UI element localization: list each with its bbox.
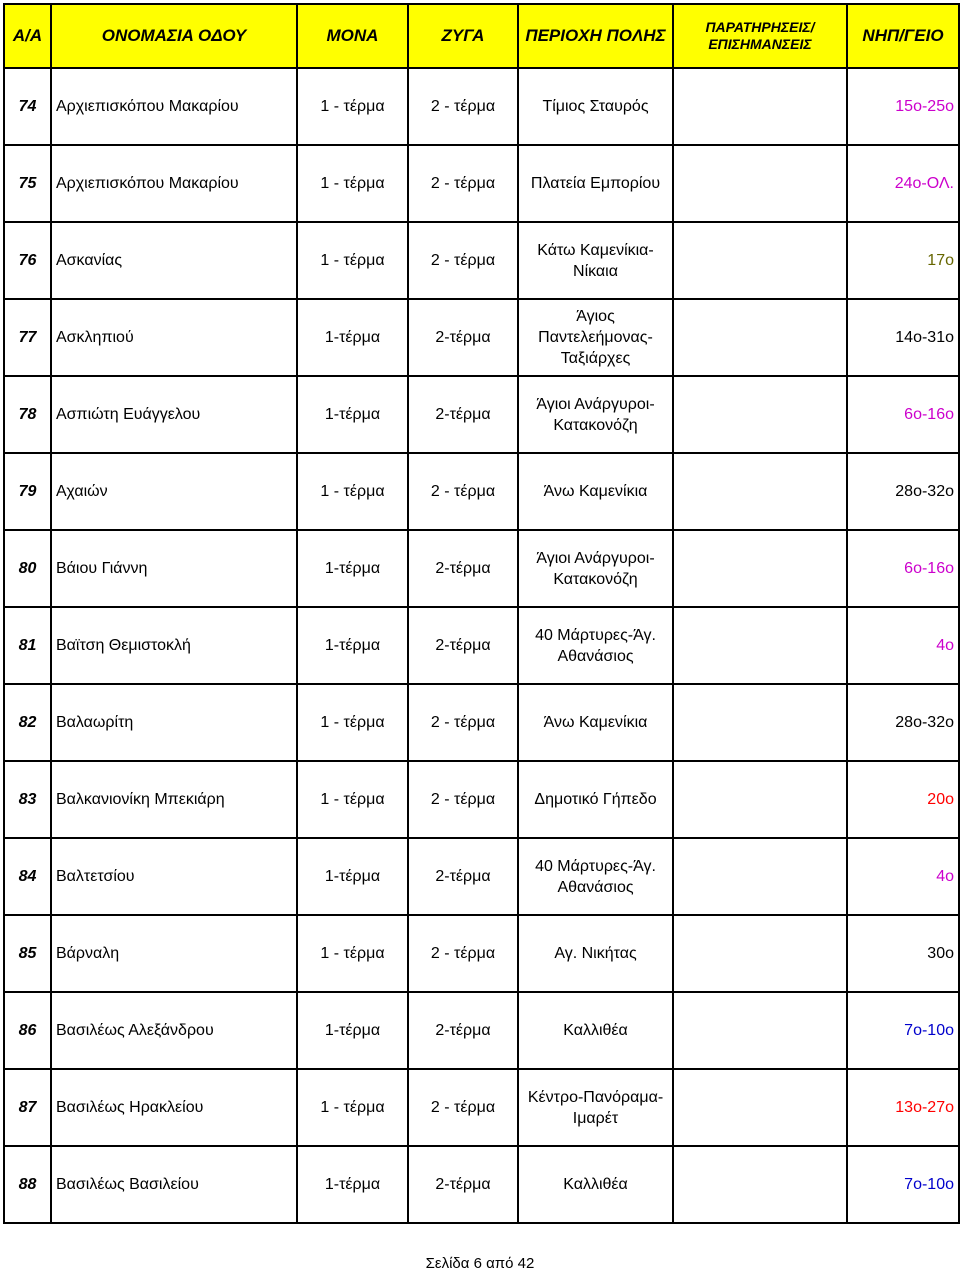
city-area-line: Κατακονόζη bbox=[553, 416, 638, 434]
city-area-line: Καλλιθέα bbox=[563, 1022, 628, 1039]
city-area-line: Καλλιθέα bbox=[563, 1176, 628, 1193]
city-area bbox=[518, 530, 673, 607]
notes-cell bbox=[673, 530, 847, 607]
city-area-line: Αθανάσιος bbox=[557, 878, 634, 896]
kindergarten-zone: 7ο-10ο bbox=[847, 992, 959, 1069]
kindergarten-zone: 30ο bbox=[847, 915, 959, 992]
city-area bbox=[518, 299, 673, 376]
row-number: 77 bbox=[4, 299, 51, 376]
even-range: 2-τέρμα bbox=[408, 376, 518, 453]
even-range: 2 - τέρμα bbox=[408, 222, 518, 299]
row-number: 83 bbox=[4, 761, 51, 838]
street-name: Αρχιεπισκόπου Μακαρίου bbox=[51, 145, 297, 222]
street-name: Βασιλέως Ηρακλείου bbox=[51, 1069, 297, 1146]
city-area-line: Κέντρο-Πανόραμα- bbox=[527, 1088, 664, 1106]
even-range: 2-τέρμα bbox=[408, 838, 518, 915]
city-area bbox=[518, 838, 673, 915]
even-range: 2 - τέρμα bbox=[408, 684, 518, 761]
city-area-line: Άγιοι Ανάργυροι- bbox=[536, 395, 655, 413]
city-area bbox=[518, 145, 673, 222]
street-name: Βαλκανιονίκη Μπεκιάρη bbox=[51, 761, 297, 838]
row-number: 82 bbox=[4, 684, 51, 761]
row-number: 76 bbox=[4, 222, 51, 299]
odd-range: 1 - τέρμα bbox=[297, 453, 408, 530]
table-row bbox=[4, 222, 959, 299]
kindergarten-zone: 14ο-31ο bbox=[847, 299, 959, 376]
even-range: 2-τέρμα bbox=[408, 1146, 518, 1223]
odd-range: 1-τέρμα bbox=[297, 838, 408, 915]
notes-cell bbox=[673, 1146, 847, 1223]
table-row bbox=[4, 1146, 959, 1223]
table-row bbox=[4, 376, 959, 453]
header-area: ΠΕΡΙΟΧΗ ΠΟΛΗΣ bbox=[518, 4, 673, 68]
notes-cell bbox=[673, 684, 847, 761]
city-area-line: Τίμιος Σταυρός bbox=[542, 98, 649, 115]
row-number: 85 bbox=[4, 915, 51, 992]
street-name: Βασιλέως Βασιλείου bbox=[51, 1146, 297, 1223]
city-area bbox=[518, 607, 673, 684]
table-row bbox=[4, 607, 959, 684]
city-area-line: Άγιος bbox=[576, 308, 615, 325]
street-name: Βάιου Γιάννη bbox=[51, 530, 297, 607]
city-area-line: Παντελεήμονας- bbox=[538, 329, 653, 346]
streets-table bbox=[3, 3, 960, 1224]
city-area-line: Κάτω Καμενίκια- bbox=[537, 241, 654, 259]
header-notes-line1: ΠΑΡΑΤΗΡΗΣΕΙΣ/ bbox=[705, 19, 815, 35]
row-number: 81 bbox=[4, 607, 51, 684]
city-area-line: Αθανάσιος bbox=[557, 647, 634, 665]
kindergarten-zone: 4ο bbox=[847, 607, 959, 684]
odd-range: 1 - τέρμα bbox=[297, 68, 408, 145]
table-row bbox=[4, 453, 959, 530]
odd-range: 1 - τέρμα bbox=[297, 145, 408, 222]
notes-cell bbox=[673, 376, 847, 453]
kindergarten-zone: 20ο bbox=[847, 761, 959, 838]
kindergarten-zone: 17ο bbox=[847, 222, 959, 299]
odd-range: 1 - τέρμα bbox=[297, 684, 408, 761]
city-area bbox=[518, 684, 673, 761]
even-range: 2-τέρμα bbox=[408, 299, 518, 376]
row-number: 86 bbox=[4, 992, 51, 1069]
street-name: Ασπιώτη Ευάγγελου bbox=[51, 376, 297, 453]
notes-cell bbox=[673, 1069, 847, 1146]
even-range: 2 - τέρμα bbox=[408, 1069, 518, 1146]
city-area bbox=[518, 222, 673, 299]
header-zone: ΝΗΠ/ΓΕΙΟ bbox=[847, 4, 959, 68]
odd-range: 1-τέρμα bbox=[297, 1146, 408, 1223]
kindergarten-zone: 15ο-25ο bbox=[847, 68, 959, 145]
city-area bbox=[518, 915, 673, 992]
table-row bbox=[4, 992, 959, 1069]
city-area-line: Πλατεία Εμπορίου bbox=[530, 175, 661, 192]
table-row bbox=[4, 838, 959, 915]
header-notes bbox=[673, 4, 847, 68]
notes-cell bbox=[673, 453, 847, 530]
odd-range: 1 - τέρμα bbox=[297, 761, 408, 838]
odd-range: 1-τέρμα bbox=[297, 607, 408, 684]
street-name: Ασκανίας bbox=[51, 222, 297, 299]
city-area bbox=[518, 992, 673, 1069]
notes-cell bbox=[673, 299, 847, 376]
odd-range: 1 - τέρμα bbox=[297, 1069, 408, 1146]
odd-range: 1 - τέρμα bbox=[297, 222, 408, 299]
table-row bbox=[4, 299, 959, 376]
row-number: 78 bbox=[4, 376, 51, 453]
city-area-line: Κατακονόζη bbox=[553, 570, 638, 588]
notes-cell bbox=[673, 68, 847, 145]
street-name: Βαλτετσίου bbox=[51, 838, 297, 915]
city-area-line: Δημοτικό Γήπεδο bbox=[534, 791, 657, 808]
kindergarten-zone: 6ο-16ο bbox=[847, 376, 959, 453]
notes-cell bbox=[673, 761, 847, 838]
even-range: 2 - τέρμα bbox=[408, 68, 518, 145]
city-area bbox=[518, 376, 673, 453]
table-row bbox=[4, 684, 959, 761]
even-range: 2 - τέρμα bbox=[408, 915, 518, 992]
street-name: Αχαιών bbox=[51, 453, 297, 530]
city-area bbox=[518, 453, 673, 530]
table-row bbox=[4, 915, 959, 992]
table-row bbox=[4, 68, 959, 145]
city-area bbox=[518, 1146, 673, 1223]
city-area-line: 40 Μάρτυρες-Άγ. bbox=[535, 857, 656, 875]
notes-cell bbox=[673, 222, 847, 299]
odd-range: 1-τέρμα bbox=[297, 530, 408, 607]
city-area-line: Νίκαια bbox=[573, 262, 618, 280]
header-row bbox=[4, 4, 959, 68]
city-area-line: Άγιοι Ανάργυροι- bbox=[536, 549, 655, 567]
row-number: 80 bbox=[4, 530, 51, 607]
row-number: 79 bbox=[4, 453, 51, 530]
notes-cell bbox=[673, 145, 847, 222]
kindergarten-zone: 28ο-32ο bbox=[847, 684, 959, 761]
row-number: 88 bbox=[4, 1146, 51, 1223]
city-area bbox=[518, 68, 673, 145]
street-name: Βαλαωρίτη bbox=[51, 684, 297, 761]
header-odd: ΜΟΝΑ bbox=[297, 4, 408, 68]
header-even: ΖΥΓΑ bbox=[408, 4, 518, 68]
city-area bbox=[518, 1069, 673, 1146]
city-area-line: 40 Μάρτυρες-Άγ. bbox=[535, 626, 656, 644]
notes-cell bbox=[673, 992, 847, 1069]
row-number: 75 bbox=[4, 145, 51, 222]
even-range: 2 - τέρμα bbox=[408, 453, 518, 530]
street-name: Βαϊτση Θεμιστοκλή bbox=[51, 607, 297, 684]
city-area-line: Άνω Καμενίκια bbox=[543, 714, 648, 731]
street-name: Βασιλέως Αλεξάνδρου bbox=[51, 992, 297, 1069]
notes-cell bbox=[673, 607, 847, 684]
even-range: 2 - τέρμα bbox=[408, 761, 518, 838]
notes-cell bbox=[673, 838, 847, 915]
table-row bbox=[4, 761, 959, 838]
header-street-name: ΟΝΟΜΑΣΙΑ ΟΔΟΥ bbox=[51, 4, 297, 68]
kindergarten-zone: 13ο-27ο bbox=[847, 1069, 959, 1146]
table-row bbox=[4, 145, 959, 222]
row-number: 87 bbox=[4, 1069, 51, 1146]
city-area-line: Άνω Καμενίκια bbox=[543, 483, 648, 500]
even-range: 2-τέρμα bbox=[408, 530, 518, 607]
header-notes-line2: ΕΠΙΣΗΜΑΝΣΕΙΣ bbox=[708, 36, 812, 52]
even-range: 2 - τέρμα bbox=[408, 145, 518, 222]
odd-range: 1-τέρμα bbox=[297, 299, 408, 376]
odd-range: 1-τέρμα bbox=[297, 376, 408, 453]
street-name: Αρχιεπισκόπου Μακαρίου bbox=[51, 68, 297, 145]
kindergarten-zone: 28ο-32ο bbox=[847, 453, 959, 530]
city-area-line: Αγ. Νικήτας bbox=[554, 945, 637, 962]
kindergarten-zone: 24ο-ΟΛ. bbox=[847, 145, 959, 222]
street-name: Βάρναλη bbox=[51, 915, 297, 992]
row-number: 84 bbox=[4, 838, 51, 915]
header-aa: Α/Α bbox=[4, 4, 51, 68]
kindergarten-zone: 4ο bbox=[847, 838, 959, 915]
row-number: 74 bbox=[4, 68, 51, 145]
even-range: 2-τέρμα bbox=[408, 607, 518, 684]
page-footer: Σελίδα 6 από 42 bbox=[425, 1255, 535, 1272]
city-area-line: Ταξιάρχες bbox=[560, 350, 631, 367]
table-row bbox=[4, 1069, 959, 1146]
city-area bbox=[518, 761, 673, 838]
street-name: Ασκληπιού bbox=[51, 299, 297, 376]
kindergarten-zone: 6ο-16ο bbox=[847, 530, 959, 607]
odd-range: 1-τέρμα bbox=[297, 992, 408, 1069]
notes-cell bbox=[673, 915, 847, 992]
table-row bbox=[4, 530, 959, 607]
city-area-line: Ιμαρέτ bbox=[572, 1109, 619, 1127]
even-range: 2-τέρμα bbox=[408, 992, 518, 1069]
odd-range: 1 - τέρμα bbox=[297, 915, 408, 992]
kindergarten-zone: 7ο-10ο bbox=[847, 1146, 959, 1223]
